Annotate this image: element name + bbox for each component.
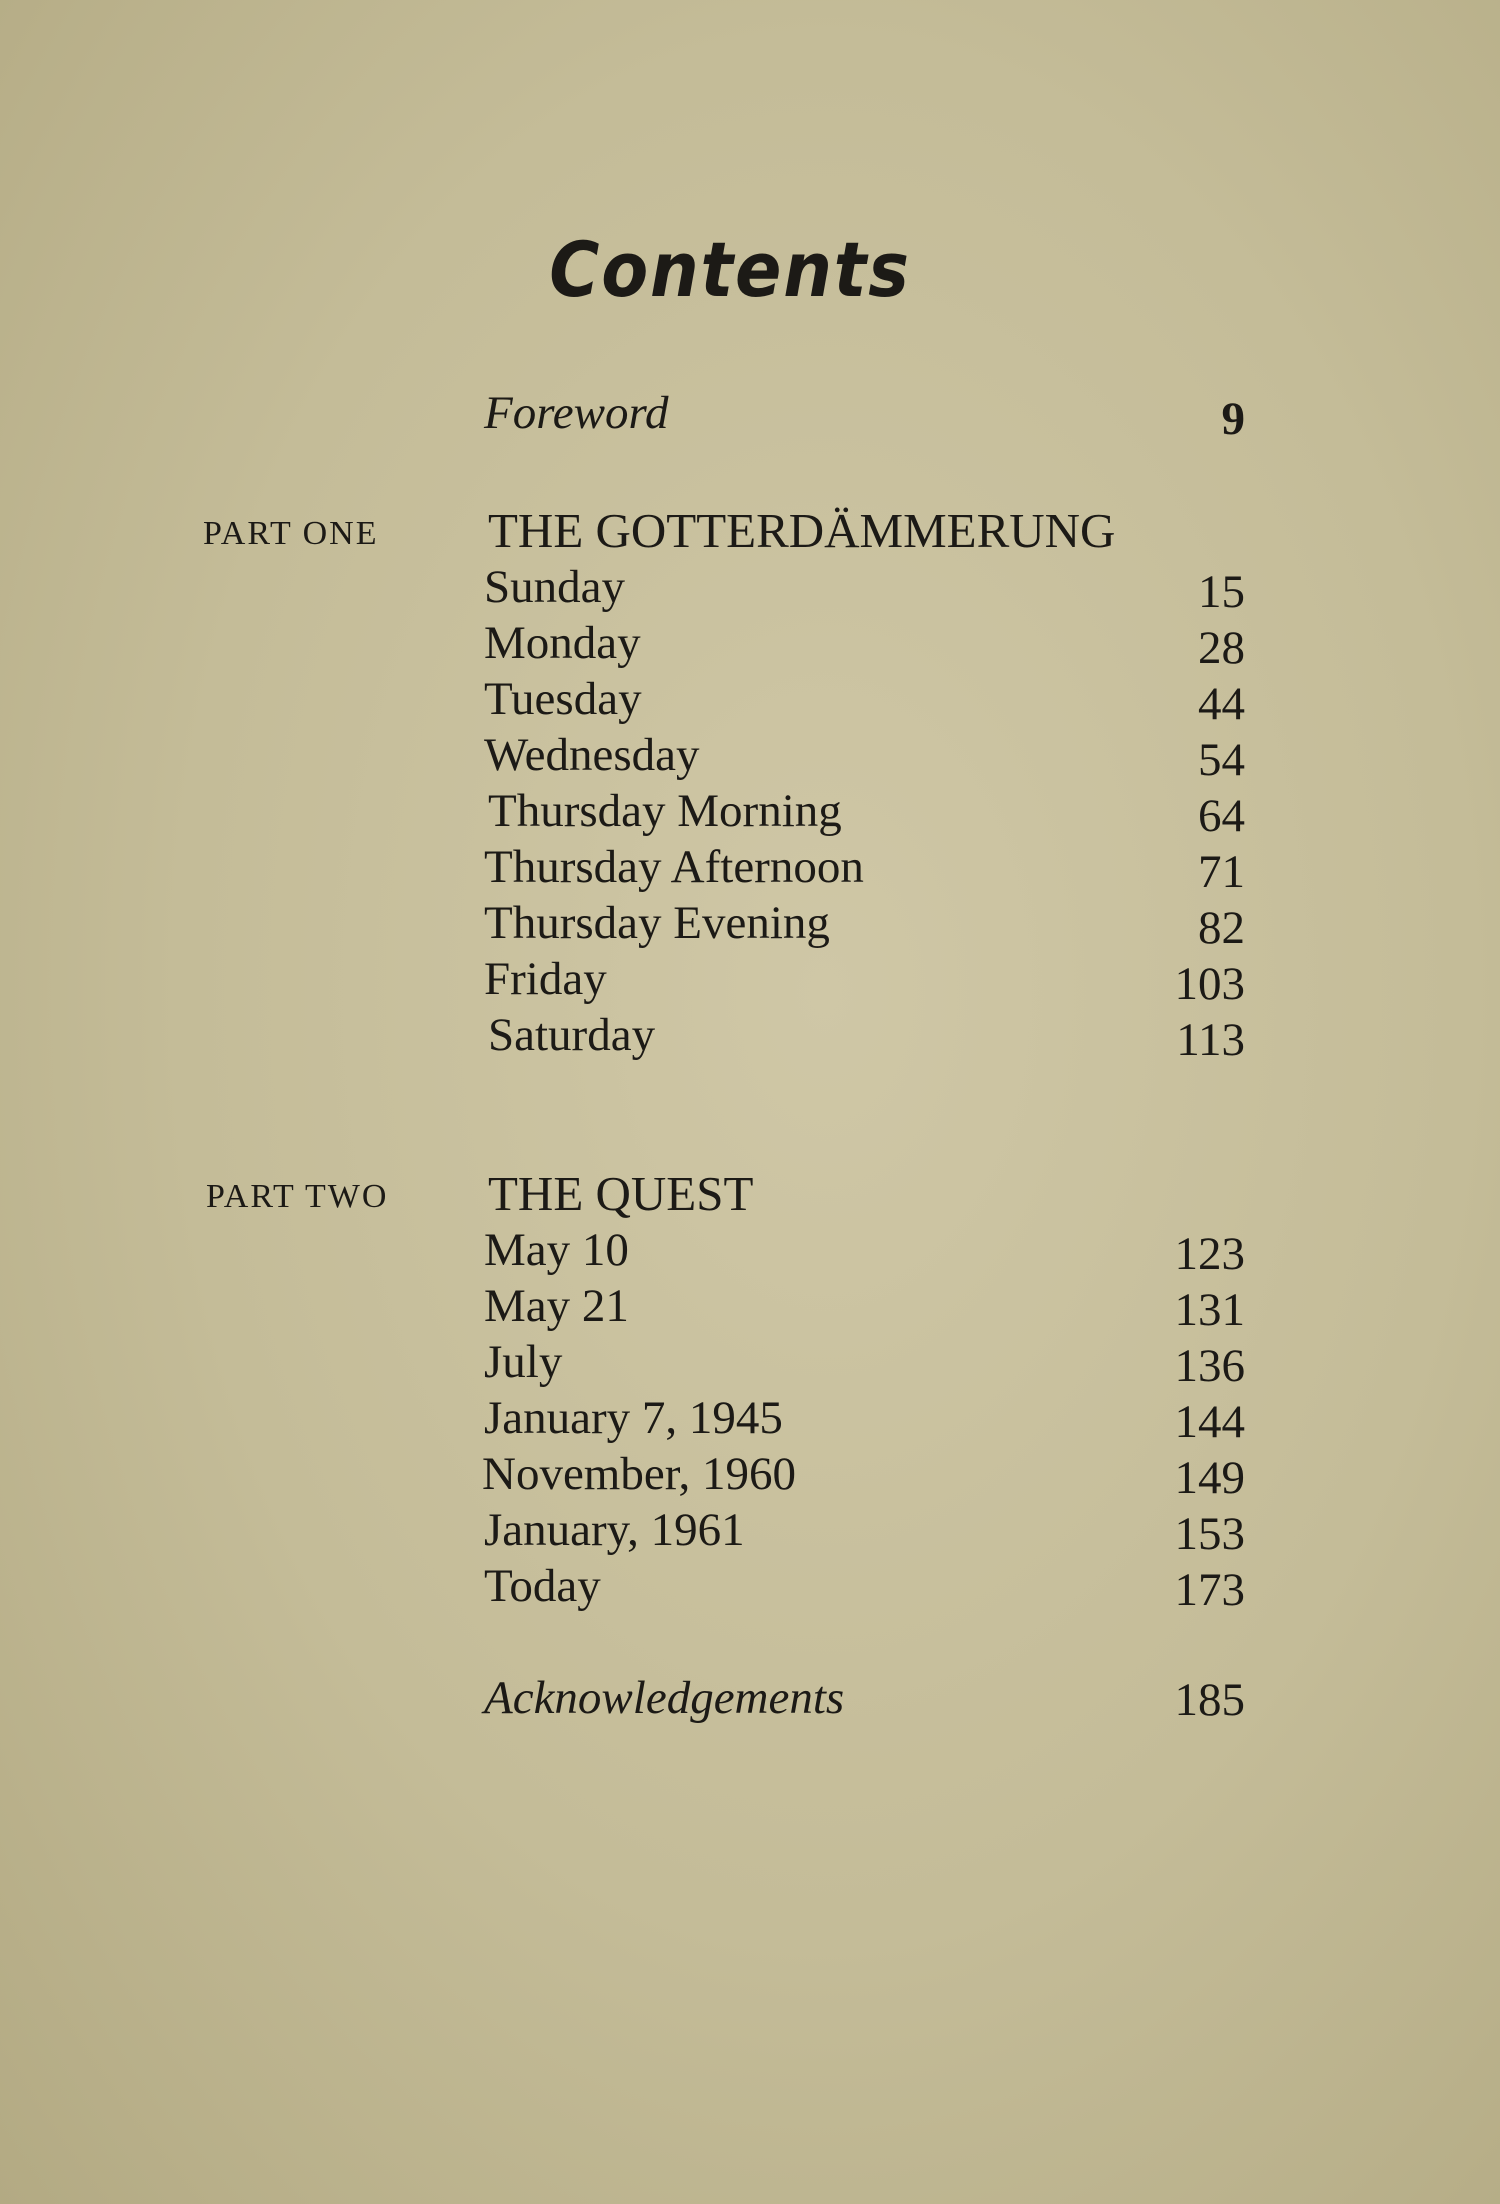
toc-entry-label: Thursday Evening: [484, 897, 830, 949]
toc-entry: [0, 1222, 1500, 1278]
part-heading-two: [0, 1166, 1500, 1222]
toc-entry: [0, 783, 1500, 842]
toc-entry: [0, 559, 1500, 618]
toc-entry: [0, 1007, 1500, 1066]
part-title: THE QUEST: [488, 1166, 754, 1221]
page-title: Contents: [549, 225, 911, 314]
toc-entry-label: Acknowledgements: [484, 1672, 845, 1724]
toc-entry: [0, 895, 1500, 954]
toc-entry-page: 173: [1174, 1564, 1245, 1616]
toc-entry-page: 103: [1174, 958, 1245, 1010]
toc-entry-page: 113: [1176, 1014, 1245, 1066]
toc-entry-label: January 7, 1945: [484, 1392, 783, 1444]
toc-entry-page: 28: [1198, 622, 1245, 674]
toc-entry-page: 153: [1174, 1508, 1245, 1560]
toc-entry-label: November, 1960: [482, 1448, 796, 1500]
toc-entry-page: 185: [1174, 1674, 1245, 1726]
toc-entry: [0, 1558, 1500, 1614]
toc-entry-label: May 10: [484, 1224, 629, 1276]
toc-entry-page: 9: [1221, 393, 1245, 445]
toc-entry: [0, 839, 1500, 898]
toc-entry-page: 123: [1174, 1228, 1245, 1280]
toc-entry-label: July: [484, 1336, 563, 1388]
toc-entry-label: Thursday Afternoon: [484, 841, 864, 893]
toc-entry-label: May 21: [484, 1280, 629, 1332]
toc-entry-page: 149: [1174, 1452, 1245, 1504]
toc-entry-page: 136: [1174, 1340, 1245, 1392]
toc-entry-label: Sunday: [484, 561, 625, 613]
toc-entry-page: 71: [1198, 846, 1245, 898]
toc-entry-page: 144: [1174, 1396, 1245, 1448]
toc-entry-acknowledgements: [0, 1670, 1500, 1726]
toc-entry: [0, 615, 1500, 674]
part-title: THE GOTTERDÄMMERUNG: [488, 503, 1116, 558]
toc-entry-label: Foreword: [484, 387, 669, 439]
toc-entry-label: Monday: [484, 617, 641, 669]
toc-entry-label: Saturday: [488, 1009, 656, 1061]
toc-entry-page: 44: [1198, 678, 1245, 730]
toc-entry: [0, 671, 1500, 730]
toc-entry: [0, 727, 1500, 786]
toc-entry-label: Tuesday: [484, 673, 642, 725]
toc-entry-page: 82: [1198, 902, 1245, 954]
part-label: PART TWO: [206, 1178, 389, 1215]
toc-entry-label: Wednesday: [484, 729, 700, 781]
toc-entry: [0, 1334, 1500, 1390]
toc-entry-page: 64: [1198, 790, 1245, 842]
part-label: PART ONE: [203, 515, 379, 552]
toc-entry: [0, 1502, 1500, 1558]
toc-entry-page: 15: [1198, 566, 1245, 618]
toc-entry-page: 131: [1174, 1284, 1245, 1336]
toc-entry-page: 54: [1198, 734, 1245, 786]
toc-entry-label: Thursday Morning: [488, 785, 842, 837]
toc-entry: [0, 1390, 1500, 1446]
part-heading-one: [0, 503, 1500, 559]
toc-entry-label: January, 1961: [484, 1504, 745, 1556]
toc-entry: [0, 951, 1500, 1010]
toc-entry-foreword: [0, 385, 1500, 445]
toc-entry: [0, 1278, 1500, 1334]
toc-entry: [0, 1446, 1500, 1502]
toc-entry-label: Today: [484, 1560, 601, 1612]
toc-entry-label: Friday: [484, 953, 607, 1005]
